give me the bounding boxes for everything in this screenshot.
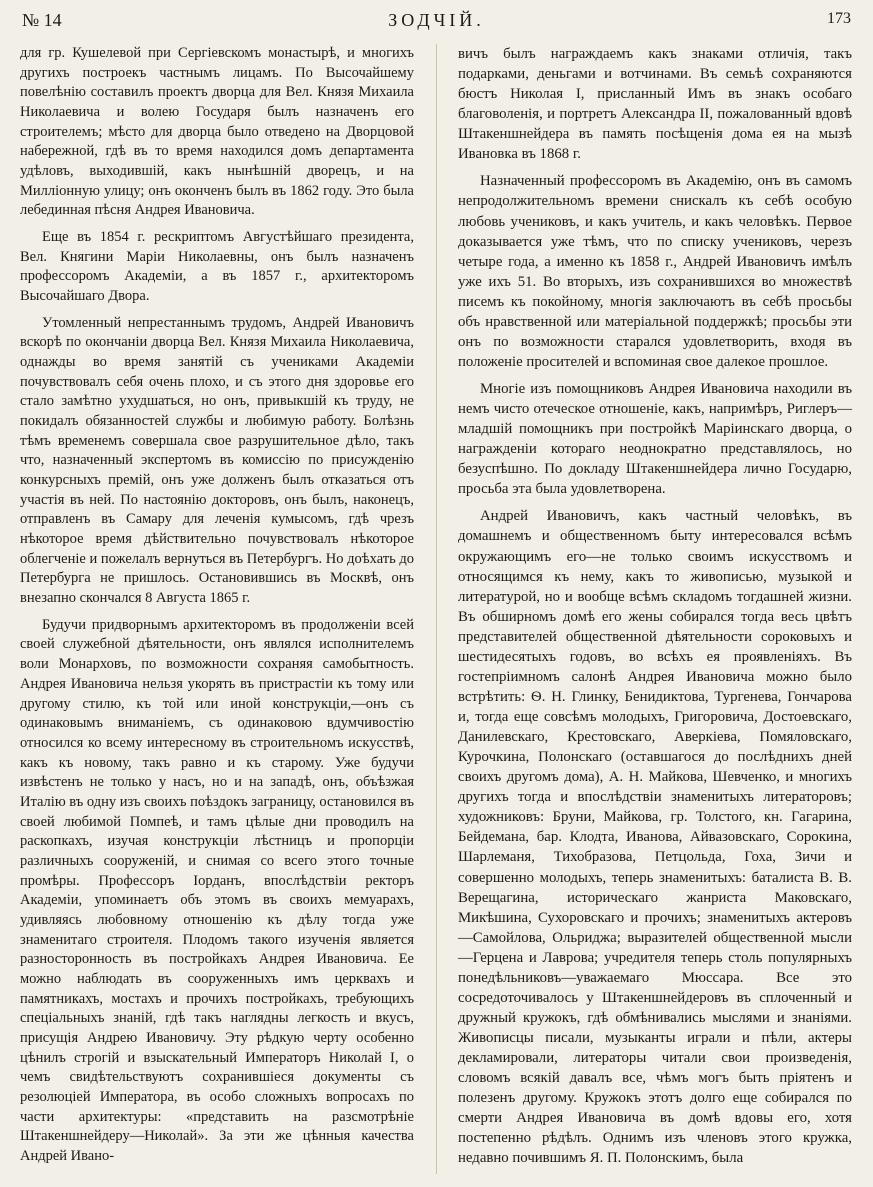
left-column [20, 44, 414, 1174]
paragraph: Многіе изъ помощниковъ Андрея Ивановича находили въ немъ чисто отеческое отношеніе, какъ, напримѣръ, Риглеръ—младшій помощникъ при постройкѣ Маріинскаго дворца, о награжденіи котораго неоднократно представлялось, но безуспѣшно. По докладу Штакеншнейдера лично Государю, просьба эта была удовлетворена. [458, 381, 852, 498]
paragraph: Назначенный профессоромъ въ Академію, онъ въ самомъ непродолжительномъ времени снискалъ къ себѣ особую любовь учениковъ, и какъ учитель, и какъ человѣкъ. Первое доказывается уже тѣмъ, что по списку учениковъ, черезъ четыре года, а именно къ 1858 г., Андрей Ивановичъ имѣлъ уже ихъ 51. Во вторыхъ, изъ сохранившихся во множествѣ писемъ къ покойному, многія заключаютъ въ себѣ просьбы объ нравственной или матеріальной поддержкѣ; просьбы эти онъ по возможности старался удовлетворить, входя въ положеніе просителей и вспоминая свое далекое прошлое. [458, 173, 852, 370]
paragraph: Будучи придворнымъ архитекторомъ въ продолженіи всей своей служебной дѣятельности, онъ являлся исполнителемъ воли Монарховъ, по возможности сохраняя самобытность. Андрея Ивановича нельзя укорять въ пристрастіи къ тому или другому стилю, къ той или иной конструкціи,—онъ съ одинаковымъ вниманіемъ, съ одинаковою вдумчивостію относился ко всему интересному въ строительномъ искусствѣ, какъ къ новому, такъ равно и къ старому. Уже будучи извѣстенъ не только у насъ, но и на западѣ, онъ, объѣзжая Италію въ одну изъ своихъ поѣздокъ заграницу, остановился въ своей любимой Помпеѣ, и тамъ цѣлые дни проводилъ на раскопкахъ, изучая конструкціи лѣстницъ и пропорціи различныхъ сооруженій, и снимая со всего этого точные промѣры. Профессоръ Іорданъ, впослѣдствіи ректоръ Академіи, упоминаетъ объ этомъ въ своихъ мемуарахъ, удивляясь любовному отношенію къ дѣлу тогда уже знаменитаго строителя. Плодомъ такого изученія является разносторонность въ постройкахъ Андрея Ивановича. Ее можно наблюдать въ сооруженныхъ имъ церквахъ и памятникахъ, мостахъ и прочихъ постройкахъ, требующихъ спеціальныхъ знаній, гдѣ такъ наглядны легкость и вкусъ, присущія Андрею Ивановичу. Эту рѣдкую черту особенно цѣнилъ строгій и взыскательный Императоръ Николай I, о чемъ свидѣтельствуютъ сохранившіеся документы съ резолюціей Императора, въ особо сложныхъ вопросахъ по части архитектуры: «представить на разсмотрѣніе Штакеншнейдеру—Николай». За эти же цѣнныя качества Андрей Ивано- [20, 616, 414, 1164]
page-header [22, 2, 851, 36]
page-number: 173 [827, 10, 851, 27]
paragraph: Еще въ 1854 г. рескриптомъ Августѣйшаго президента, Вел. Княгини Маріи Николаевны, онъ былъ назначенъ профессоромъ Академіи, а въ 1857 г., архитекторомъ Высочайшаго Двора. [20, 229, 414, 305]
paragraph: Андрей Ивановичъ, какъ частный человѣкъ, въ домашнемъ и общественномъ быту интересовался всѣмъ окружающимъ его—не только своимъ искусствомъ и относящимся къ нему, какъ то живописью, музыкой и литературой, но и вообще всѣмъ складомъ тогдашней жизни. Въ обширномъ домѣ его жены собирался тогда весь цвѣтъ представителей общественной дѣятельности сороковыхъ и шестидесятыхъ годовъ, во всѣхъ ея проявленіяхъ. Въ гостепріимномъ салонѣ Андрея Ивановича можно было встрѣтить: Ѳ. Н. Глинку, Бенидиктова, Тургенева, Гончарова и, тогда еще совсѣмъ молодыхъ, Григоровича, Достоевскаго, Данилевскаго, Крестовскаго, Аверкіева, Помяловскаго, Курочкина, Полонскаго (оставшагося до послѣднихъ дней своихъ другомъ дома), А. Н. Майкова, Шевченко, и многихъ другихъ тогда и впослѣдствіи знаменитыхъ литераторовъ; художниковъ: Бруни, Майкова, гр. Толстого, кн. Гагарина, Бейдемана, бар. Клодта, Иванова, Айвазовскаго, Сорокина, Шарлеманя, Тихобразова, Петцольда, Гоха, Зичи и совершенно молодыхъ, теперь знаменитыхъ: баталиста В. В. Верещагина, историческаго жанриста Маковскаго, Микѣшина, Сухоровскаго и прочихъ; знаменитыхъ актеровъ—Самойлова, Ольриджа; выразителей общественной мысли—Герцена и Лаврова; учредителя теперь столь популярныхъ понедѣльниковъ—уважаемаго Мюссара. Все это сосредоточивалось у Штакеншнейдеровъ въ сплоченный и дружный кружокъ, гдѣ обмѣнивались мыслями и знаніями. Живописцы писали, музыканты играли и пѣли, актеры декламировали, литераторы читали свои произведенія, словомъ всякій давалъ все, чѣмъ могъ быть пріятенъ и полезенъ другому. Кружокъ этотъ долго еще собирался по смерти Андрея Ивановича въ домѣ вдовы его, хотя постепенно рѣдѣлъ. Однимъ изъ членовъ этого кружка, недавно почившимъ Я. П. Полонскимъ, была [458, 508, 852, 1167]
right-column [458, 44, 852, 1175]
paragraph: Утомленный непрестаннымъ трудомъ, Андрей Ивановичъ вскорѣ по окончаніи дворца Вел. Князя Михаила Николаевича, однажды во время занятій съ учениками Академіи почувствовалъ себя очень плохо, и съ этого дня здоровье его стало замѣтно ухудшаться, но онъ, привыкшій къ труду, не покидалъ обязанностей службы и любимую работу. Болѣзнь тѣмъ временемъ совершала свое разрушительное дѣло, такъ что, назначенный экспертомъ въ комиссію по присужденію конкурсныхъ премій, онъ уже долженъ былъ отказаться отъ участія въ ней. По настоянію докторовъ, онъ былъ, наконецъ, отправленъ въ Самару для леченія кумысомъ, гдѣ чрезъ нѣкоторое время дѣйствительно почувствовалъ нѣкоторое облегченіе и пожелалъ вернуться въ Петербургъ. Но доѣхать до Петербурга не пришлось. Остановившись въ Москвѣ, онъ внезапно скончался 8 Августа 1865 г. [20, 314, 414, 607]
paragraph: вичъ былъ награждаемъ какъ знаками отличія, такъ подарками, деньгами и вотчинами. Въ семьѣ сохраняются бюстъ Николая I, присланный Имъ въ знакъ особаго благоволенія, и портретъ Александра II, пожалованный вдовѣ Штакеншнейдера въ память посѣщенія дома ея на мызѣ Ивановка въ 1868 г. [458, 46, 852, 163]
issue-number: № 14 [22, 10, 62, 30]
column-divider [436, 44, 437, 1174]
paragraph: для гр. Кушелевой при Сергіевскомъ монастырѣ, и многихъ другихъ построекъ частнымъ лицамъ. По Высочайшему повелѣнію составилъ проектъ дворца для Вел. Князя Михаила Николаевича и волею Государя былъ назначенъ его строителемъ; мѣсто для дворца было отведено на Дворцовой набережной, гдѣ въ то время находился домъ департамента удѣловъ, выходившій, какъ нынѣшній дворецъ, и на Миллiонную улицу; онъ оконченъ былъ въ 1862 году. Это была лебединная пѣсня Андрея Ивановича. [20, 45, 414, 219]
journal-title: ЗОДЧІЙ. [388, 10, 485, 30]
